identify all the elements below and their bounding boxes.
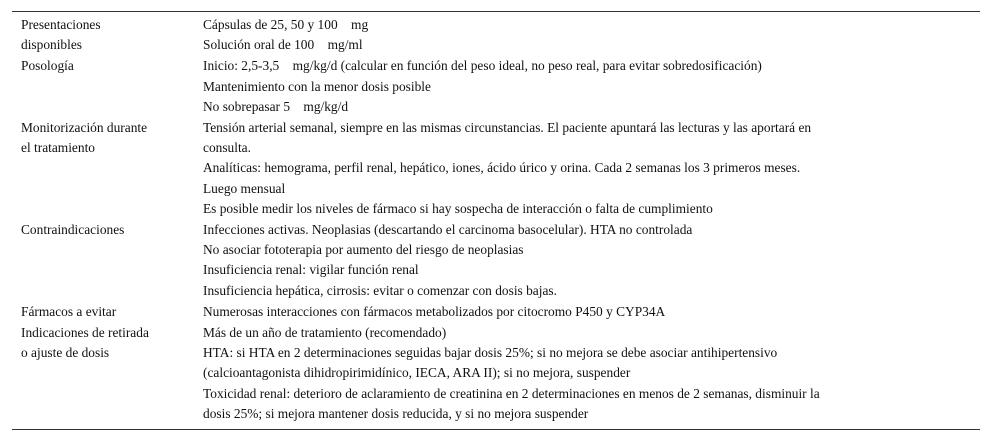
- row-value: [203, 15, 980, 55]
- row-value: [203, 118, 980, 219]
- row-value-line: Tensión arterial semanal, siempre en las mismas circunstancias. El paciente apuntará las lecturas y las aportará en: [203, 120, 812, 136]
- row-value-line: Cápsulas de 25, 50 y 100 mg: [203, 17, 369, 32]
- info-table: [12, 11, 980, 430]
- row-value-line: Mantenimiento con la menor dosis posible: [203, 78, 431, 94]
- row-value-line: Analíticas: hemograma, perfil renal, hepático, iones, ácido úrico y orina. Cada 2 semanas los 3 primeros meses.: [203, 160, 801, 176]
- row-label-line: Monitorización durante: [21, 120, 148, 136]
- row-value-line: Es posible medir los niveles de fármaco si hay sospecha de interacción o falta de cumplimiento: [203, 200, 713, 216]
- row-value-line: Insuficiencia renal: vigilar función renal: [203, 262, 419, 278]
- row-label: [12, 220, 203, 240]
- row-value: [203, 302, 980, 322]
- row-value-line: No sobrepasar 5 mg/kg/d: [203, 98, 349, 114]
- row-label: [12, 56, 203, 76]
- row-value-line: Luego mensual: [203, 180, 286, 196]
- row-value-line: No asociar fototerapia por aumento del riesgo de neoplasias: [203, 242, 524, 258]
- row-value-line: Insuficiencia hepática, cirrosis: evitar o comenzar con dosis bajas.: [203, 282, 557, 298]
- row-value-line: dosis 25%; si mejora mantener dosis reducida, y si no mejora suspender: [203, 405, 589, 421]
- row-value-line: consulta.: [203, 140, 251, 156]
- row-label-line: o ajuste de dosis: [21, 345, 110, 361]
- row-value-line: Inicio: 2,5-3,5 mg/kg/d (calcular en función del peso ideal, no peso real, para evitar sobredosificación): [203, 58, 762, 74]
- row-label-line: Posología: [21, 58, 74, 74]
- row-value-line: Solución oral de 100 mg/ml: [203, 37, 363, 53]
- row-label: [12, 118, 203, 158]
- row-value-line: Infecciones activas. Neoplasias (descartando el carcinoma basocelular). HTA no controlada: [203, 222, 693, 238]
- row-label-line: Presentaciones: [21, 17, 101, 32]
- row-value: [203, 56, 980, 117]
- table-row-presentaciones: [12, 15, 980, 55]
- row-label: [12, 15, 203, 55]
- row-label-line: Fármacos a evitar: [21, 303, 117, 319]
- row-value: [203, 323, 980, 424]
- row-value: [203, 220, 980, 301]
- table-row-farmacos-a-evitar: [12, 302, 980, 322]
- row-label-line: Indicaciones de retirada: [21, 325, 149, 341]
- row-label-line: disponibles: [21, 37, 83, 53]
- row-value-line: (calcioantagonista dihidropirimidínico, IECA, ARA II); si no mejora, suspender: [203, 365, 631, 381]
- table-row-indicaciones-retirada: [12, 323, 980, 424]
- row-label-line: Contraindicaciones: [21, 222, 125, 238]
- row-value-line: Numerosas interacciones con fármacos metabolizados por citocromo P450 y CYP34A: [203, 303, 666, 319]
- row-label-line: el tratamiento: [21, 140, 95, 156]
- row-value-line: HTA: si HTA en 2 determinaciones seguidas bajar dosis 25%; si no mejora se debe asociar antihipertensivo: [203, 345, 778, 361]
- table-row-monitorizacion: [12, 118, 980, 219]
- row-label: [12, 302, 203, 322]
- row-value-line: Toxicidad renal: deterioro de aclaramiento de creatinina en 2 determinaciones en menos de 2 semanas, disminuir la: [203, 385, 820, 401]
- table-row-contraindicaciones: [12, 220, 980, 301]
- row-label: [12, 323, 203, 363]
- table-row-posologia: [12, 56, 980, 117]
- row-value-line: Más de un año de tratamiento (recomendado): [203, 325, 447, 341]
